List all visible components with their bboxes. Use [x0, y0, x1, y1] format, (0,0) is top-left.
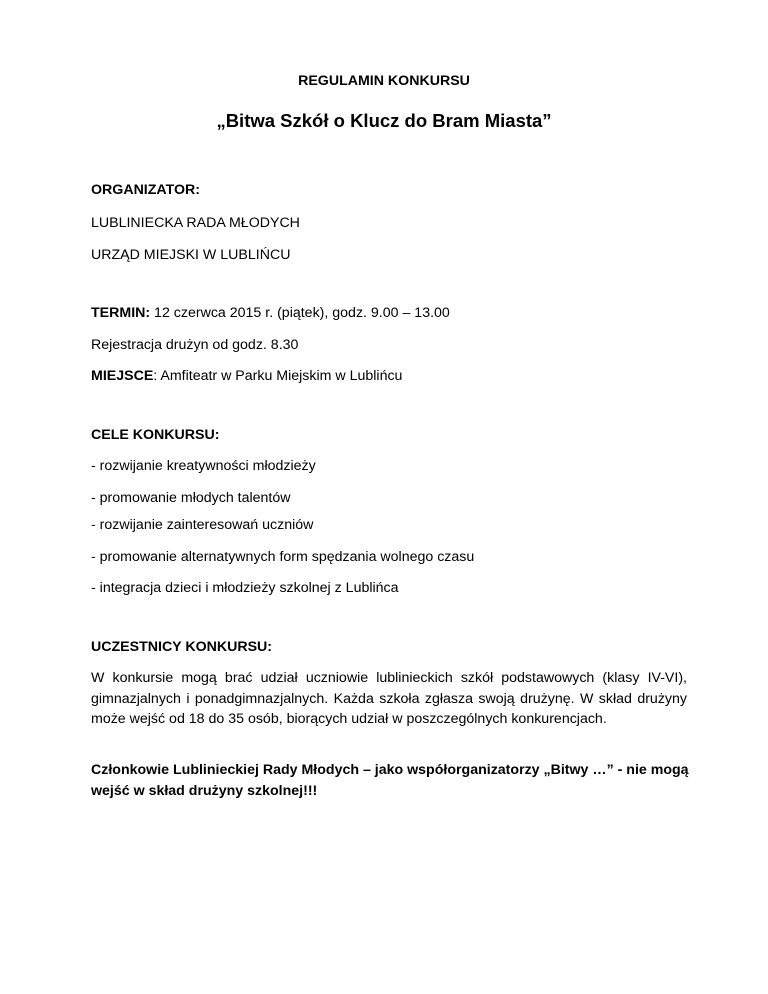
registration-line: Rejestracja drużyn od godz. 8.30: [91, 337, 299, 353]
organizer-line-1: LUBLINIECKA RADA MŁODYCH: [91, 215, 300, 231]
goal-item: - integracja dzieci i młodzieży szkolnej z Lublińca: [91, 580, 399, 596]
participants-paragraph: W konkursie mogą brać udział uczniowie lublinieckich szkół podstawowych (klasy IV-VI), gimnazjalnych i ponadgimnazjalnych. Każda szkoła zgłasza swoją drużynę. W skład drużyny może wejść od 18 do 35 osób, biorących udział w poszczególnych konkurencjach.: [91, 670, 687, 727]
term-line: [91, 304, 450, 322]
place-line: [91, 367, 402, 385]
document-subtitle: „Bitwa Szkół o Klucz do Bram Miasta”: [216, 110, 552, 131]
participants-note: Członkowie Lublinieckiej Rady Młodych – jako współorganizatorzy „Bitwy …” - nie mogą wejść w skład drużyny szkolnej!!!: [91, 762, 689, 799]
goal-item: - promowanie alternatywnych form spędzania wolnego czasu: [91, 549, 475, 565]
organizer-line-2: URZĄD MIEJSKI W LUBLIŃCU: [91, 247, 291, 263]
goal-item: - rozwijanie kreatywności młodzieży: [91, 458, 316, 474]
place-label: MIEJSCE: [91, 368, 154, 384]
term-value: 12 czerwca 2015 r. (piątek), godz. 9.00 – 13.00: [150, 305, 450, 321]
goal-item: - promowanie młodych talentów: [91, 490, 291, 506]
document-title: REGULAMIN KONKURSU: [298, 73, 470, 89]
participants-heading: UCZESTNICY KONKURSU:: [91, 639, 273, 655]
place-value: : Amfiteatr w Parku Miejskim w Lublińcu: [153, 368, 403, 384]
term-label: TERMIN:: [91, 305, 151, 321]
goals-heading: CELE KONKURSU:: [91, 427, 220, 443]
organizer-heading: ORGANIZATOR:: [91, 182, 201, 198]
goal-item: - rozwijanie zainteresowań uczniów: [91, 517, 314, 533]
